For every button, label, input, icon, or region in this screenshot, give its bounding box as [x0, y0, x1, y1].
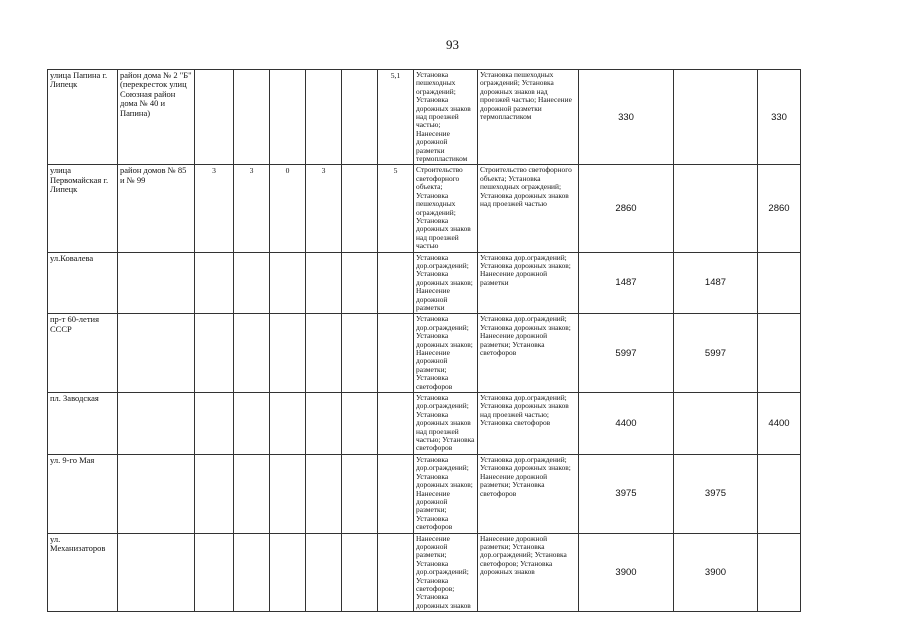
count-cell: [378, 533, 414, 612]
count-cell: [195, 454, 234, 533]
measures-cell: Установка дор.ограждений; Установка дорожных знаков; Нанесение дорожной разметки; Установка светофоров: [478, 314, 579, 393]
count-cell: [378, 252, 414, 314]
count-cell: [270, 314, 306, 393]
location-cell: [118, 393, 195, 455]
measures-cell: Строительство светофорного объекта; Установка пешеходных ограждений; Установка дорожных знаков над проезжей частью: [478, 165, 579, 252]
table-row: [48, 252, 864, 314]
table-row: [48, 393, 864, 455]
count-cell: [270, 70, 306, 165]
location-cell: район дома № 2 "Б" (перекресток улиц Союзная район дома № 40 и Папина): [118, 70, 195, 165]
location-cell: [118, 252, 195, 314]
count-cell: 0: [270, 165, 306, 252]
count-cell: [234, 314, 270, 393]
count-cell: [234, 454, 270, 533]
street-cell: улица Папина г. Липецк: [48, 70, 118, 165]
count-cell: [306, 454, 342, 533]
count-cell: 5: [378, 165, 414, 252]
count-cell: [306, 314, 342, 393]
street-cell: пл. Заводская: [48, 393, 118, 455]
amount-cell: [758, 252, 801, 314]
table-row: [48, 314, 864, 393]
measures-cell: Установка дор.ограждений; Установка дорожных знаков; Нанесение дорожной разметки: [414, 252, 478, 314]
table-row: [48, 454, 864, 533]
amount-cell: 2860: [758, 165, 801, 252]
count-cell: [234, 393, 270, 455]
measures-table: [47, 69, 864, 612]
count-cell: [378, 393, 414, 455]
count-cell: 5,1: [378, 70, 414, 165]
measures-cell: Установка пешеходных ограждений; Установка дорожных знаков над проезжей частью; Нанесение дорожной разметки термопластиком: [414, 70, 478, 165]
street-cell: пр-т 60-летия СССР: [48, 314, 118, 393]
count-cell: [234, 533, 270, 612]
count-cell: [306, 252, 342, 314]
amount-cell: 330: [758, 70, 801, 165]
count-cell: 3: [234, 165, 270, 252]
measures-cell: Нанесение дорожной разметки; Установка дор.ограждений; Установка светофоров; Установка дорожных знаков: [414, 533, 478, 612]
count-cell: [270, 454, 306, 533]
location-cell: [118, 454, 195, 533]
page-number: 93: [446, 37, 459, 52]
count-cell: [195, 314, 234, 393]
count-cell: [306, 533, 342, 612]
count-cell: [195, 70, 234, 165]
count-cell: [306, 393, 342, 455]
count-cell: [270, 393, 306, 455]
table-row: [48, 165, 864, 252]
total-cell: 5997: [579, 314, 674, 393]
count-cell: 3: [306, 165, 342, 252]
measures-cell: Установка дор.ограждений; Установка дорожных знаков; Нанесение дорожной разметки; Установка светофоров: [414, 314, 478, 393]
count-cell: [342, 454, 378, 533]
total-cell: 1487: [579, 252, 674, 314]
count-cell: [270, 533, 306, 612]
measures-cell: Установка пешеходных ограждений; Установка дорожных знаков над проезжей частью; Нанесение дорожной разметки термопластиком: [478, 70, 579, 165]
count-cell: [342, 314, 378, 393]
count-cell: [378, 454, 414, 533]
amount-cell: 4400: [758, 393, 801, 455]
amount-cell: 1487: [674, 252, 758, 314]
amount-cell: [758, 454, 801, 533]
count-cell: [342, 252, 378, 314]
table-row: [48, 70, 864, 165]
street-cell: ул. Механизаторов: [48, 533, 118, 612]
amount-cell: [674, 393, 758, 455]
measures-cell: Установка дор.ограждений; Установка дорожных знаков; Нанесение дорожной разметки: [478, 252, 579, 314]
location-cell: [118, 533, 195, 612]
amount-cell: 5997: [674, 314, 758, 393]
measures-cell: Установка дор.ограждений; Установка дорожных знаков; Нанесение дорожной разметки; Установка светофоров: [414, 454, 478, 533]
street-cell: улица Первомайская г. Липецк: [48, 165, 118, 252]
measures-cell: Нанесение дорожной разметки; Установка дор.ограждений; Установка светофоров; Установка дорожных знаков: [478, 533, 579, 612]
amount-cell: [674, 165, 758, 252]
measures-cell: Установка дор.ограждений; Установка дорожных знаков над проезжей частью; Установка светофоров: [414, 393, 478, 455]
count-cell: [342, 70, 378, 165]
count-cell: [195, 533, 234, 612]
count-cell: 3: [195, 165, 234, 252]
location-cell: район домов № 85 и № 99: [118, 165, 195, 252]
count-cell: [234, 252, 270, 314]
measures-cell: Установка дор.ограждений; Установка дорожных знаков над проезжей частью; Установка светофоров: [478, 393, 579, 455]
location-cell: [118, 314, 195, 393]
total-cell: 3900: [579, 533, 674, 612]
total-cell: 3975: [579, 454, 674, 533]
count-cell: [195, 393, 234, 455]
total-cell: 330: [579, 70, 674, 165]
total-cell: 2860: [579, 165, 674, 252]
amount-cell: 3900: [674, 533, 758, 612]
amount-cell: [674, 70, 758, 165]
count-cell: [342, 393, 378, 455]
count-cell: [378, 314, 414, 393]
street-cell: ул. 9-го Мая: [48, 454, 118, 533]
amount-cell: [758, 533, 801, 612]
count-cell: [195, 252, 234, 314]
table-row: [48, 533, 864, 612]
total-cell: 4400: [579, 393, 674, 455]
count-cell: [342, 165, 378, 252]
count-cell: [306, 70, 342, 165]
count-cell: [234, 70, 270, 165]
count-cell: [342, 533, 378, 612]
amount-cell: [758, 314, 801, 393]
count-cell: [270, 252, 306, 314]
amount-cell: 3975: [674, 454, 758, 533]
street-cell: ул.Ковалева: [48, 252, 118, 314]
measures-cell: Строительство светофорного объекта; Установка пешеходных ограждений; Установка дорожных знаков над проезжей частью: [414, 165, 478, 252]
measures-cell: Установка дор.ограждений; Установка дорожных знаков; Нанесение дорожной разметки; Установка светофоров: [478, 454, 579, 533]
